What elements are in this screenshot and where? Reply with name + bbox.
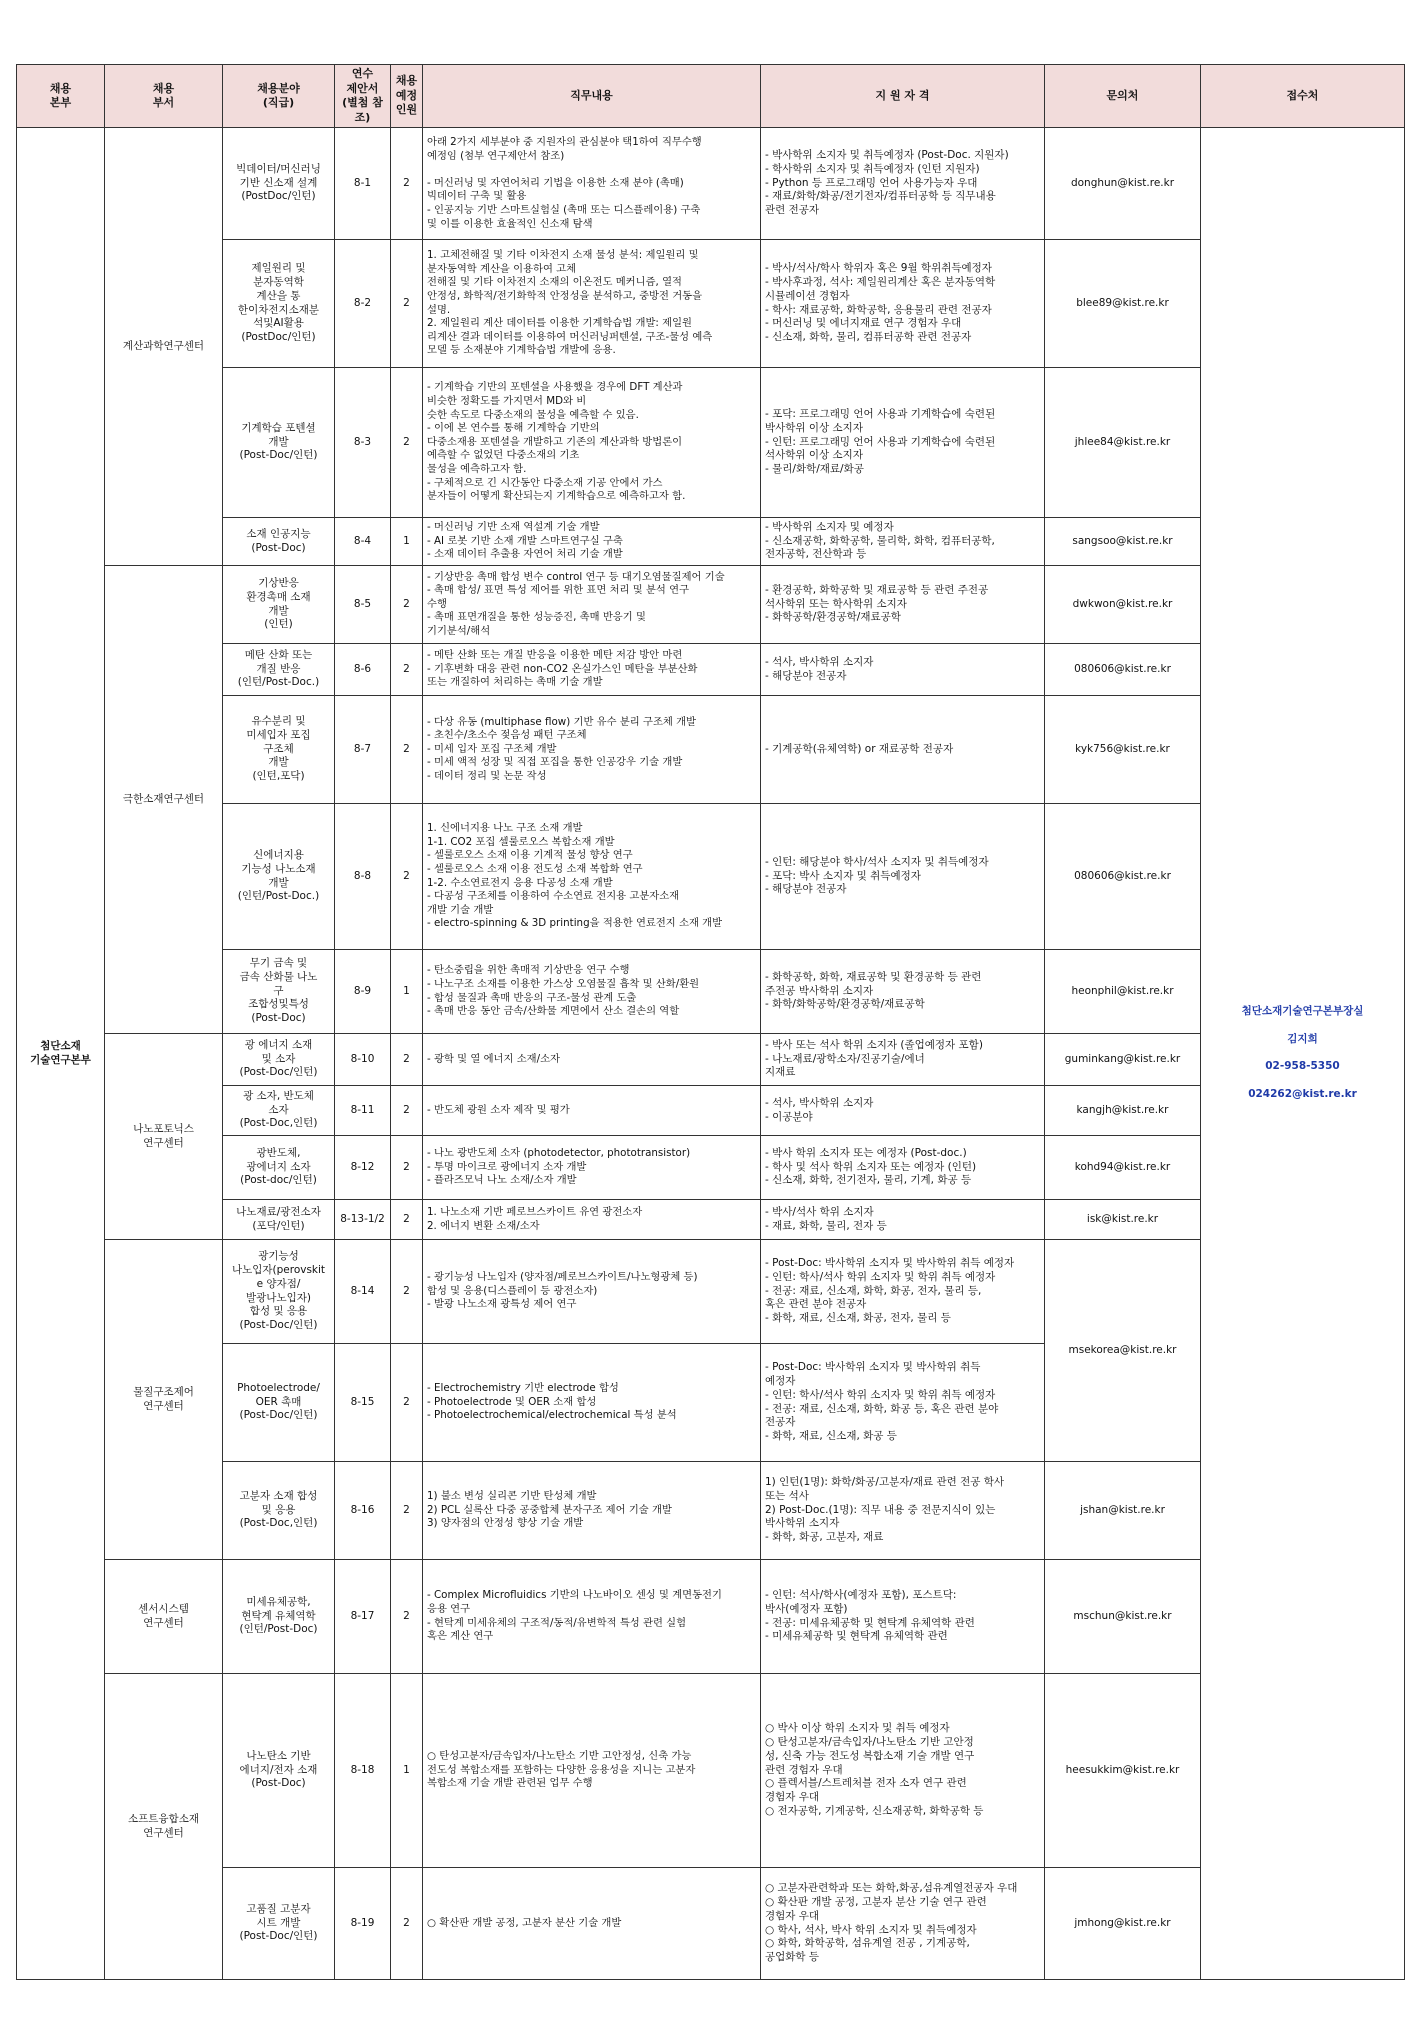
qual-cell: - 석사, 박사학위 소지자 - 이공분야 <box>761 1086 1045 1136</box>
contact-person: 김지희 <box>1287 1032 1318 1045</box>
field-cell: 신에너지용 기능성 나노소재 개발 (인턴/Post-Doc.) <box>223 804 335 950</box>
proposal-cell: 8-12 <box>335 1136 391 1200</box>
email-link[interactable]: kyk756@kist.re.kr <box>1045 696 1201 804</box>
qual-cell: - 박사/석사/학사 학위자 혹은 9월 학위취득예정자 - 박사후과정, 석사: 제일원리계산 혹은 분자동역학 시뮬레이션 경험자 - 학사: 재료공학, 화학공학, 응용물리 관련 전공자 - 머신러닝 및 에너지재료 연구 경험자 우대 - 신소재, 화학, 물리, 컴퓨터공학 관련 전공자 <box>761 240 1045 368</box>
duty-cell: 1. 신에너지용 나노 구조 소재 개발 1-1. CO2 포집 셀룰로오스 복합소재 개발 - 셀룰로오스 소재 이용 기계적 물성 향상 연구 - 셀룰로오스 소재 이용 전도성 소재 복합화 연구 1-2. 수소연료전지 응용 다공성 소재 개발 - 다공성 구조체를 이용하여 수소연료 전지용 고분자소재 개발 기술 개발 - electro-spinning & 3D printing을 적용한 연료전지 소재 개발 <box>423 804 761 950</box>
header-proposal: 연수 제안서 (별첨 참조) <box>335 65 391 128</box>
duty-cell: - 기계학습 기반의 포텐셜을 사용했을 경우에 DFT 계산과 비슷한 정확도를 가지면서 MD와 비 슷한 속도로 다중소재의 물성을 예측할 수 있음. - 이에 본 연수를 통해 기계학습 기반의 다중소재용 포텐셜을 개발하고 기존의 계산과학 방법론이 예측할 수 없었던 다중소재의 기초 물성을 예측하고자 함. - 구체적으로 긴 시간동안 다중소재 기공 안에서 가스 분자들이 어떻게 확산되는지 기계학습으로 예측하고자 함. <box>423 368 761 518</box>
qual-cell: - 화학공학, 화학, 재료공학 및 환경공학 등 관련 주전공 박사학위 소지자 - 화학/화학공학/환경공학/재료공학 <box>761 950 1045 1034</box>
proposal-cell: 8-16 <box>335 1462 391 1560</box>
proposal-cell: 8-8 <box>335 804 391 950</box>
proposal-cell: 8-18 <box>335 1674 391 1868</box>
table-row <box>17 368 1405 518</box>
dept-nanophotonics: 나노포토닉스 연구센터 <box>105 1034 223 1240</box>
table-row <box>17 696 1405 804</box>
qual-cell: - 박사학위 소지자 및 취득예정자 (Post-Doc. 지원자) - 학사학위 소지자 및 취득예정자 (인턴 지원자) - Python 등 프로그래밍 언어 사용가능자 우대 - 재료/화학/화공/전기전자/컴퓨터공학 등 직무내용 관련 전공자 <box>761 128 1045 240</box>
field-cell: 고분자 소재 합성 및 응용 (Post-Doc,인턴) <box>223 1462 335 1560</box>
field-cell: 기계학습 포텐셜 개발 (Post-Doc/인턴) <box>223 368 335 518</box>
field-cell: 광반도체, 광에너지 소자 (Post-doc/인턴) <box>223 1136 335 1200</box>
table-row <box>17 1200 1405 1240</box>
email-link[interactable]: isk@kist.re.kr <box>1045 1200 1201 1240</box>
contact-email-link[interactable]: 024262@kist.re.kr <box>1248 1088 1357 1101</box>
email-link[interactable]: mschun@kist.re.kr <box>1045 1560 1201 1674</box>
hq-cell: 첨단소재 기술연구본부 <box>17 128 105 1980</box>
email-link[interactable]: blee89@kist.re.kr <box>1045 240 1201 368</box>
count-cell: 1 <box>391 518 423 566</box>
field-cell: Photoelectrode/ OER 촉매 (Post-Doc/인턴) <box>223 1344 335 1462</box>
proposal-cell: 8-3 <box>335 368 391 518</box>
count-cell: 2 <box>391 696 423 804</box>
field-cell: 제일원리 및 분자동역학 계산을 통 한이차전지소재분 석및AI활용 (PostDoc/인턴) <box>223 240 335 368</box>
proposal-cell: 8-5 <box>335 566 391 644</box>
field-cell: 광 에너지 소재 및 소자 (Post-Doc/인턴) <box>223 1034 335 1086</box>
duty-cell: ○ 확산판 개발 공정, 고분자 분산 기술 개발 <box>423 1868 761 1980</box>
count-cell: 2 <box>391 128 423 240</box>
count-cell: 2 <box>391 1560 423 1674</box>
email-link[interactable]: heesukkim@kist.re.kr <box>1045 1674 1201 1868</box>
email-link[interactable]: jhlee84@kist.re.kr <box>1045 368 1201 518</box>
qual-cell: - 포닥: 프로그래밍 언어 사용과 기계학습에 숙련된 박사학위 이상 소지자 - 인턴: 프로그래밍 언어 사용과 기계학습에 숙련된 석사학위 이상 소지자 - 물리/화학/재료/화공 <box>761 368 1045 518</box>
email-link[interactable]: heonphil@kist.re.kr <box>1045 950 1201 1034</box>
count-cell: 2 <box>391 368 423 518</box>
duty-cell: - 광기능성 나노입자 (양자점/페로브스카이트/나노형광체 등) 합성 및 응용(디스플레이 등 광전소자) - 발광 나노소재 광특성 제어 연구 <box>423 1240 761 1344</box>
count-cell: 1 <box>391 950 423 1034</box>
duty-cell: 아래 2가지 세부분야 중 지원자의 관심분야 택1하여 직무수행 예정임 (첨부 연구제안서 참조) - 머신러닝 및 자연어처리 기법을 이용한 소재 분야 (촉매) 빅데이터 구축 및 활용 - 인공지능 기반 스마트실험실 (촉매 또는 디스플레이용) 구축 및 이를 이용한 효율적인 신소재 탐색 <box>423 128 761 240</box>
table-row <box>17 240 1405 368</box>
duty-cell: 1. 나노소재 기반 페로브스카이트 유연 광전소자 2. 에너지 변환 소재/소자 <box>423 1200 761 1240</box>
count-cell: 2 <box>391 1344 423 1462</box>
email-link[interactable]: sangsoo@kist.re.kr <box>1045 518 1201 566</box>
qual-cell: - 박사학위 소지자 및 예정자 - 신소재공학, 화학공학, 물리학, 화학, 컴퓨터공학, 전자공학, 전산학과 등 <box>761 518 1045 566</box>
count-cell: 2 <box>391 566 423 644</box>
table-row <box>17 804 1405 950</box>
qual-cell: - 기계공학(유체역학) or 재료공학 전공자 <box>761 696 1045 804</box>
count-cell: 2 <box>391 240 423 368</box>
field-cell: 광 소자, 반도체 소자 (Post-Doc,인턴) <box>223 1086 335 1136</box>
qual-cell: - 박사 또는 석사 학위 소지자 (졸업예정자 포함) - 나노재료/광학소자/진공기술/에너 지재료 <box>761 1034 1045 1086</box>
duty-cell: - 나노 광반도체 소자 (photodetector, phototransistor) - 투명 마이크로 광에너지 소자 개발 - 플라즈모닉 나노 소재/소자 개발 <box>423 1136 761 1200</box>
duty-cell: ○ 탄성고분자/금속입자/나노탄소 기반 고안정성, 신축 가능 전도성 복합소재를 포함하는 다양한 응용성을 지니는 고분자 복합소재 기술 개발 관련된 업무 수행 <box>423 1674 761 1868</box>
duty-cell: - Complex Microfluidics 기반의 나노바이오 센싱 및 계면동전기 응용 연구 - 현탁계 미세유체의 구조적/동적/유변학적 특성 관련 실험 혹은 계산 연구 <box>423 1560 761 1674</box>
email-link[interactable]: kangjh@kist.re.kr <box>1045 1086 1201 1136</box>
field-cell: 빅데이터/머신러닝 기반 신소재 설계 (PostDoc/인턴) <box>223 128 335 240</box>
header-row <box>17 65 1405 128</box>
qual-cell: - Post-Doc: 박사학위 소지자 및 박사학위 취득 예정자 - 인턴: 학사/석사 학위 소지자 및 학위 취득 예정자 - 전공: 재료, 신소재, 화학, 화공 등, 혹은 관련 분야 전공자 - 화학, 재료, 신소재, 화공 등 <box>761 1344 1045 1462</box>
proposal-cell: 8-15 <box>335 1344 391 1462</box>
dept-sensor-systems: 센서시스템 연구센터 <box>105 1560 223 1674</box>
duty-cell: - 탄소중립을 위한 촉매적 기상반응 연구 수행 - 나노구조 소재를 이용한 가스상 오염물질 흡착 및 산화/환원 - 합성 물질과 촉매 반응의 구조-물성 관계 도출 - 촉매 반응 동안 금속/산화물 계면에서 산소 결손의 역할 <box>423 950 761 1034</box>
field-cell: 소재 인공지능 (Post-Doc) <box>223 518 335 566</box>
header-dept: 채용 부서 <box>105 65 223 128</box>
qual-cell: - 박사 학위 소지자 또는 예정자 (Post-doc.) - 학사 및 석사 학위 소지자 또는 예정자 (인턴) - 신소재, 화학, 전기전자, 물리, 기계, 화공 등 <box>761 1136 1045 1200</box>
header-duty: 직무내용 <box>423 65 761 128</box>
count-cell: 2 <box>391 1200 423 1240</box>
table-row <box>17 1136 1405 1200</box>
dept-materials-structure: 물질구조제어 연구센터 <box>105 1240 223 1560</box>
proposal-cell: 8-2 <box>335 240 391 368</box>
email-link[interactable]: msekorea@kist.re.kr <box>1045 1240 1201 1462</box>
table-row <box>17 1674 1405 1868</box>
count-cell: 2 <box>391 1462 423 1560</box>
contact-phone[interactable]: 02-958-5350 <box>1265 1060 1340 1073</box>
count-cell: 2 <box>391 1086 423 1136</box>
field-cell: 나노탄소 기반 에너지/전자 소재 (Post-Doc) <box>223 1674 335 1868</box>
table-row <box>17 1868 1405 1980</box>
duty-cell: - 다상 유동 (multiphase flow) 기반 유수 분리 구조체 개발 - 초친수/초소수 젖음성 패턴 구조체 - 미세 입자 포집 구조체 개발 - 미세 액적 성장 및 직접 포집을 통한 인공강우 기술 개발 - 데이터 정리 및 논문 작성 <box>423 696 761 804</box>
table-row <box>17 1034 1405 1086</box>
field-cell: 무기 금속 및 금속 산화물 나노 구 조합성및특성 (Post-Doc) <box>223 950 335 1034</box>
field-cell: 고품질 고분자 시트 개발 (Post-Doc/인턴) <box>223 1868 335 1980</box>
dept-extreme-materials: 극한소재연구센터 <box>105 566 223 1034</box>
duty-cell: 1) 불소 변성 실리콘 기반 탄성체 개발 2) PCL 실록산 다중 공중합체 분자구조 제어 기술 개발 3) 양자점의 안정성 향상 기술 개발 <box>423 1462 761 1560</box>
table-row <box>17 518 1405 566</box>
field-cell: 메탄 산화 또는 개질 반응 (인턴/Post-Doc.) <box>223 644 335 696</box>
qual-cell: - 석사, 박사학위 소지자 - 해당분야 전공자 <box>761 644 1045 696</box>
duty-cell: - 머신러닝 기반 소재 역설계 기술 개발 - AI 로봇 기반 소재 개발 스마트연구실 구축 - 소재 데이터 추출용 자연어 처리 기술 개발 <box>423 518 761 566</box>
qual-cell: - 인턴: 해당분야 학사/석사 소지자 및 취득예정자 - 포닥: 박사 소지자 및 취득예정자 - 해당분야 전공자 <box>761 804 1045 950</box>
proposal-cell: 8-13-1/2 <box>335 1200 391 1240</box>
proposal-cell: 8-19 <box>335 1868 391 1980</box>
header-email: 문의처 <box>1045 65 1201 128</box>
dept-soft-hybrid-materials: 소프트융합소재 연구센터 <box>105 1674 223 1980</box>
duty-cell: - 광학 및 열 에너지 소재/소자 <box>423 1034 761 1086</box>
email-link[interactable]: donghun@kist.re.kr <box>1045 128 1201 240</box>
proposal-cell: 8-9 <box>335 950 391 1034</box>
header-count: 채용 예정 인원 <box>391 65 423 128</box>
table-row <box>17 1462 1405 1560</box>
header-hq: 채용 본부 <box>17 65 105 128</box>
proposal-cell: 8-10 <box>335 1034 391 1086</box>
contact-cell <box>1201 128 1405 1980</box>
proposal-cell: 8-1 <box>335 128 391 240</box>
count-cell: 2 <box>391 1136 423 1200</box>
table-row <box>17 644 1405 696</box>
count-cell: 2 <box>391 1868 423 1980</box>
dept-computational-science: 계산과학연구센터 <box>105 128 223 566</box>
duty-cell: - 메탄 산화 또는 개질 반응을 이용한 메탄 저감 방안 마련 - 기후변화 대응 관련 non-CO2 온실가스인 메탄을 부분산화 또는 개질하여 처리하는 촉매 기술 개발 <box>423 644 761 696</box>
field-cell: 유수분리 및 미세입자 포집 구조체 개발 (인턴,포닥) <box>223 696 335 804</box>
qual-cell: 1) 인턴(1명): 화학/화공/고분자/재료 관련 전공 학사 또는 석사 2) Post-Doc.(1명): 직무 내용 중 전문지식이 있는 박사학위 소지자 - 화학, 화공, 고분자, 재료 <box>761 1462 1045 1560</box>
proposal-cell: 8-11 <box>335 1086 391 1136</box>
field-cell: 나노재료/광전소자 (포닥/인턴) <box>223 1200 335 1240</box>
qual-cell: - 박사/석사 학위 소지자 - 재료, 화학, 물리, 전자 등 <box>761 1200 1045 1240</box>
contact-office: 첨단소재기술연구본부장실 <box>1241 1005 1364 1018</box>
table-row <box>17 128 1405 240</box>
count-cell: 2 <box>391 644 423 696</box>
field-cell: 미세유체공학, 현탁계 유체역학 (인턴/Post-Doc) <box>223 1560 335 1674</box>
field-cell: 기상반응 환경촉매 소재 개발 (인턴) <box>223 566 335 644</box>
count-cell: 2 <box>391 1240 423 1344</box>
proposal-cell: 8-4 <box>335 518 391 566</box>
recruitment-table <box>16 64 1405 1980</box>
proposal-cell: 8-6 <box>335 644 391 696</box>
qual-cell: ○ 박사 이상 학위 소지자 및 취득 예정자 ○ 탄성고분자/금속입자/나노탄소 기반 고안정 성, 신축 가능 전도성 복합소재 기술 개발 연구 관련 경험자 우대 ○ 플렉서블/스트레처블 전자 소자 연구 관련 경험자 우대 ○ 전자공학, 기계공학, 신소재공학, 화학공학 등 <box>761 1674 1045 1868</box>
field-cell: 광기능성 나노입자(perovskit e 양자점/ 발광나노입자) 합성 및 응용 (Post-Doc/인턴) <box>223 1240 335 1344</box>
table-row <box>17 1560 1405 1674</box>
proposal-cell: 8-7 <box>335 696 391 804</box>
table-row <box>17 1086 1405 1136</box>
table-row <box>17 1240 1405 1344</box>
table-row <box>17 566 1405 644</box>
qual-cell: - Post-Doc: 박사학위 소지자 및 박사학위 취득 예정자 - 인턴: 학사/석사 학위 소지자 및 학위 취득 예정자 - 전공: 재료, 신소재, 화학, 화공, 전자, 물리 등, 혹은 관련 분야 전공자 - 화학, 재료, 신소재, 화공, 전자, 물리 등 <box>761 1240 1045 1344</box>
email-link[interactable]: kohd94@kist.re.kr <box>1045 1136 1201 1200</box>
email-link[interactable]: 080606@kist.re.kr <box>1045 644 1201 696</box>
count-cell: 2 <box>391 1034 423 1086</box>
email-link[interactable]: jmhong@kist.re.kr <box>1045 1868 1201 1980</box>
duty-cell: 1. 고체전해질 및 기타 이차전지 소재 물성 분석: 제일원리 및 분자동역학 계산을 이용하여 고체 전해질 및 기타 이차전지 소재의 이온전도 메커니즘, 열적 안정성, 화학적/전기화학적 안정성을 분석하고, 중방전 거동을 설명. 2. 제일원리 계산 데이터를 이용한 기계학습법 개발: 제일원 리계산 결과 데이터를 이용하여 머신러닝퍼텐셜, 구조-물성 예측 모델 등 소재분야 기계학습법 개발에 응용. <box>423 240 761 368</box>
email-link[interactable]: 080606@kist.re.kr <box>1045 804 1201 950</box>
proposal-cell: 8-17 <box>335 1560 391 1674</box>
count-cell: 2 <box>391 804 423 950</box>
duty-cell: - 반도체 광원 소자 제작 및 평가 <box>423 1086 761 1136</box>
qual-cell: ○ 고분자관련학과 또는 화학,화공,섬유계열전공자 우대 ○ 확산판 개발 공정, 고분자 분산 기술 연구 관련 경험자 우대 ○ 학사, 석사, 박사 학위 소지자 및 취득예정자 ○ 화학, 화학공학, 섬유계열 전공 , 기계공학, 공업화학 등 <box>761 1868 1045 1980</box>
count-cell: 1 <box>391 1674 423 1868</box>
table-row <box>17 950 1405 1034</box>
header-contact: 접수처 <box>1201 65 1405 128</box>
qual-cell: - 인턴: 석사/학사(예정자 포함), 포스트닥: 박사(예정자 포함) - 전공: 미세유체공학 및 현탁계 유체역학 관련 - 미세유체공학 및 현탁계 유체역학 관련 <box>761 1560 1045 1674</box>
qual-cell: - 환경공학, 화학공학 및 재료공학 등 관련 주전공 석사학위 또는 학사학위 소지자 - 화학공학/환경공학/재료공학 <box>761 566 1045 644</box>
header-qual: 지 원 자 격 <box>761 65 1045 128</box>
duty-cell: - 기상반응 촉매 합성 변수 control 연구 등 대기오염물질제어 기술 - 촉매 합성/ 표면 특성 제어를 위한 표면 처리 및 분석 연구 수행 - 촉매 표면개질을 통한 성능증진, 촉매 반응기 및 기기분석/해석 <box>423 566 761 644</box>
proposal-cell: 8-14 <box>335 1240 391 1344</box>
email-link[interactable]: guminkang@kist.re.kr <box>1045 1034 1201 1086</box>
duty-cell: - Electrochemistry 기반 electrode 합성 - Photoelectrode 및 OER 소재 합성 - Photoelectrochemical/electrochemical 특성 분석 <box>423 1344 761 1462</box>
header-field: 채용분야 (직급) <box>223 65 335 128</box>
email-link[interactable]: dwkwon@kist.re.kr <box>1045 566 1201 644</box>
email-link[interactable]: jshan@kist.re.kr <box>1045 1462 1201 1560</box>
